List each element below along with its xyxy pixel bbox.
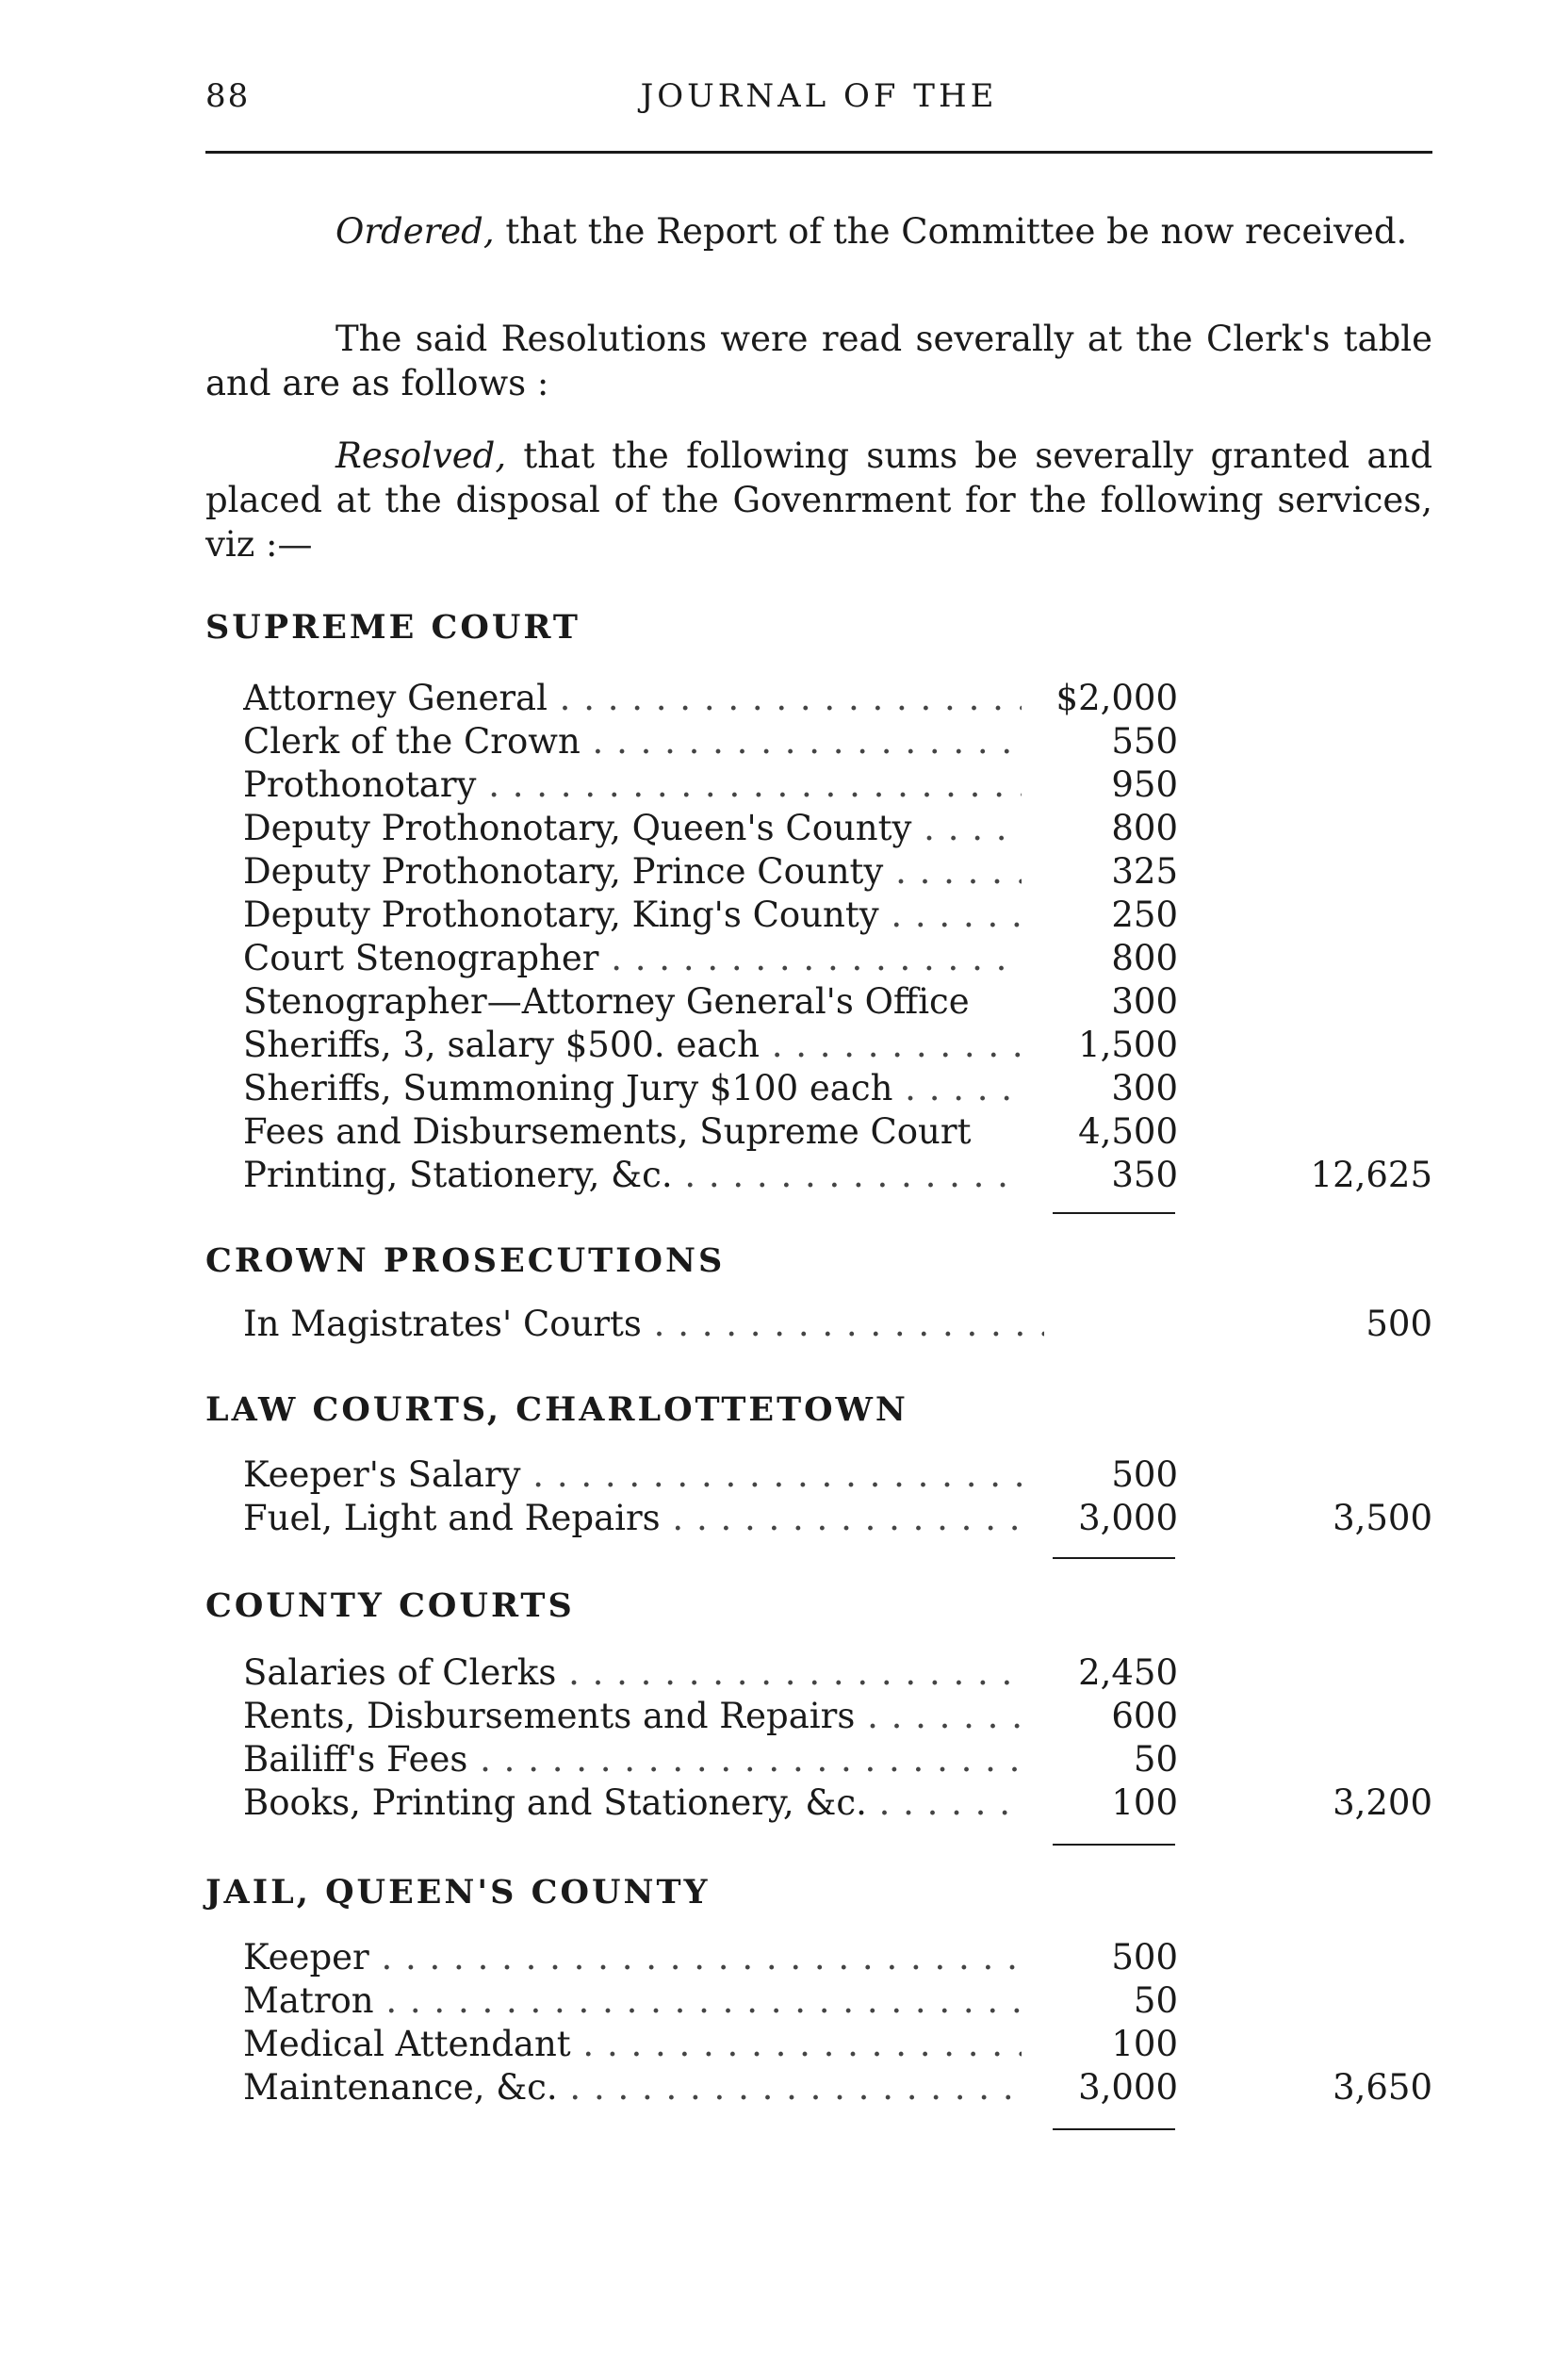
item-label: Maintenance, &c. . . . bbox=[243, 2066, 1044, 2109]
resolved-text: that the following sums be severally granted and placed at the disposal of the Govenrment for the following services, viz :— bbox=[205, 435, 1432, 565]
item-amount: 600 bbox=[1022, 1695, 1178, 1738]
ledger-row bbox=[243, 1651, 1432, 1695]
item-label: Prothonotary . . . bbox=[243, 763, 1044, 807]
item-amount: 500 bbox=[1022, 1936, 1178, 1979]
item-amount: 100 bbox=[1022, 2023, 1178, 2066]
item-label: Keeper . . . bbox=[243, 1936, 1044, 1979]
ledger-row bbox=[243, 980, 1432, 1024]
section-total: 500 bbox=[1366, 1304, 1432, 1344]
item-amount: 3,000 bbox=[1022, 1497, 1178, 1540]
ledger-row bbox=[243, 763, 1432, 807]
resolutions-text: The said Resolutions were read severally at the Clerk's table and are as follows : bbox=[205, 319, 1432, 403]
item-amount: 550 bbox=[1022, 720, 1178, 763]
ledger-row bbox=[243, 1453, 1432, 1497]
ledger-row bbox=[243, 1738, 1432, 1781]
item-label: Fuel, Light and Repairs . . . bbox=[243, 1497, 1044, 1540]
ledger-row bbox=[243, 1154, 1432, 1197]
item-label: Printing, Stationery, &c. . . . bbox=[243, 1154, 1044, 1197]
ordered-text: that the Report of the Committee be now received. bbox=[494, 211, 1408, 252]
item-label: Deputy Prothonotary, Prince County . . . bbox=[243, 850, 1044, 894]
item-label: Sheriffs, Summoning Jury $100 each . . . bbox=[243, 1067, 1044, 1110]
ordered-paragraph bbox=[205, 209, 1432, 254]
section-title: CROWN PROSECUTIONS bbox=[205, 1241, 726, 1280]
item-label: Clerk of the Crown . . . bbox=[243, 720, 1044, 763]
ledger-row bbox=[243, 1067, 1432, 1110]
section-title: LAW COURTS, CHARLOTTETOWN bbox=[205, 1390, 908, 1429]
page-header bbox=[205, 77, 1432, 134]
ledger-row bbox=[243, 807, 1432, 850]
header-rule bbox=[205, 151, 1432, 154]
item-label: Fees and Disbursements, Supreme Court bbox=[243, 1111, 972, 1152]
resolutions-paragraph bbox=[205, 317, 1432, 405]
ledger-row bbox=[243, 720, 1432, 763]
item-amount: 1,500 bbox=[1022, 1024, 1178, 1067]
item-label: Stenographer—Attorney General's Office bbox=[243, 981, 970, 1022]
ledger-row bbox=[243, 1781, 1432, 1825]
ledger-row bbox=[243, 677, 1432, 720]
item-label: Salaries of Clerks . . . bbox=[243, 1651, 1044, 1695]
item-label: Matron . . . bbox=[243, 1979, 1044, 2023]
item-label: Medical Attendant . . . bbox=[243, 2023, 1044, 2066]
ledger-row bbox=[243, 1979, 1432, 2023]
item-label: Books, Printing and Stationery, &c. . . . bbox=[243, 1781, 1044, 1825]
item-amount: 500 bbox=[1022, 1453, 1178, 1497]
item-label: Keeper's Salary . . . bbox=[243, 1453, 1044, 1497]
ordered-word: Ordered, bbox=[335, 211, 495, 252]
item-label: Attorney General . . . bbox=[243, 677, 1044, 720]
item-amount: 50 bbox=[1022, 1738, 1178, 1781]
ledger-row bbox=[243, 1936, 1432, 1979]
subtotal-rule bbox=[1053, 1212, 1175, 1214]
item-amount: 325 bbox=[1022, 850, 1178, 894]
section-title: COUNTY COURTS bbox=[205, 1586, 575, 1625]
item-amount: 100 bbox=[1022, 1781, 1178, 1825]
ledger-row bbox=[243, 850, 1432, 894]
item-label: Deputy Prothonotary, Queen's County . . . bbox=[243, 807, 1044, 850]
section-total: 3,200 bbox=[1333, 1782, 1432, 1823]
resolved-paragraph bbox=[205, 434, 1432, 566]
section-title: SUPREME COURT bbox=[205, 608, 581, 647]
section-title: JAIL, QUEEN'S COUNTY bbox=[205, 1873, 711, 1912]
ledger-row bbox=[243, 1110, 1432, 1154]
subtotal-rule bbox=[1053, 2128, 1175, 2130]
item-amount: 50 bbox=[1022, 1979, 1178, 2023]
item-label: Court Stenographer . . . bbox=[243, 937, 1044, 980]
item-label: In Magistrates' Courts . . . bbox=[243, 1303, 1044, 1346]
ledger-row bbox=[243, 894, 1432, 937]
item-amount: 800 bbox=[1022, 807, 1178, 850]
item-label: Sheriffs, 3, salary $500. each . . . bbox=[243, 1024, 1044, 1067]
section-total: 12,625 bbox=[1310, 1155, 1432, 1195]
item-amount: 2,450 bbox=[1022, 1651, 1178, 1695]
item-amount: 300 bbox=[1022, 1067, 1178, 1110]
item-amount: 3,000 bbox=[1022, 2066, 1178, 2109]
resolved-word: Resolved, bbox=[335, 435, 507, 476]
ledger-row bbox=[243, 2023, 1432, 2066]
item-label: Rents, Disbursements and Repairs . . . bbox=[243, 1695, 1044, 1738]
item-amount: $2,000 bbox=[1022, 677, 1178, 720]
item-label: Bailiff's Fees . . . bbox=[243, 1738, 1044, 1781]
section-total: 3,650 bbox=[1333, 2067, 1432, 2108]
section-total: 3,500 bbox=[1333, 1498, 1432, 1538]
item-amount: 250 bbox=[1022, 894, 1178, 937]
ledger-row bbox=[243, 1497, 1432, 1540]
page-number: 88 bbox=[205, 77, 251, 115]
ledger-row bbox=[243, 937, 1432, 980]
ledger-row bbox=[243, 1024, 1432, 1067]
item-amount: 800 bbox=[1022, 937, 1178, 980]
item-label: Deputy Prothonotary, King's County . . . bbox=[243, 894, 1044, 937]
subtotal-rule bbox=[1053, 1557, 1175, 1559]
running-head: JOURNAL OF THE bbox=[640, 77, 998, 115]
ledger-row bbox=[243, 2066, 1432, 2109]
ledger-row bbox=[243, 1695, 1432, 1738]
subtotal-rule bbox=[1053, 1844, 1175, 1846]
item-amount: 4,500 bbox=[1022, 1110, 1178, 1154]
item-amount: 350 bbox=[1022, 1154, 1178, 1197]
item-amount: 300 bbox=[1022, 980, 1178, 1024]
item-amount: 950 bbox=[1022, 763, 1178, 807]
ledger-row bbox=[243, 1303, 1432, 1346]
